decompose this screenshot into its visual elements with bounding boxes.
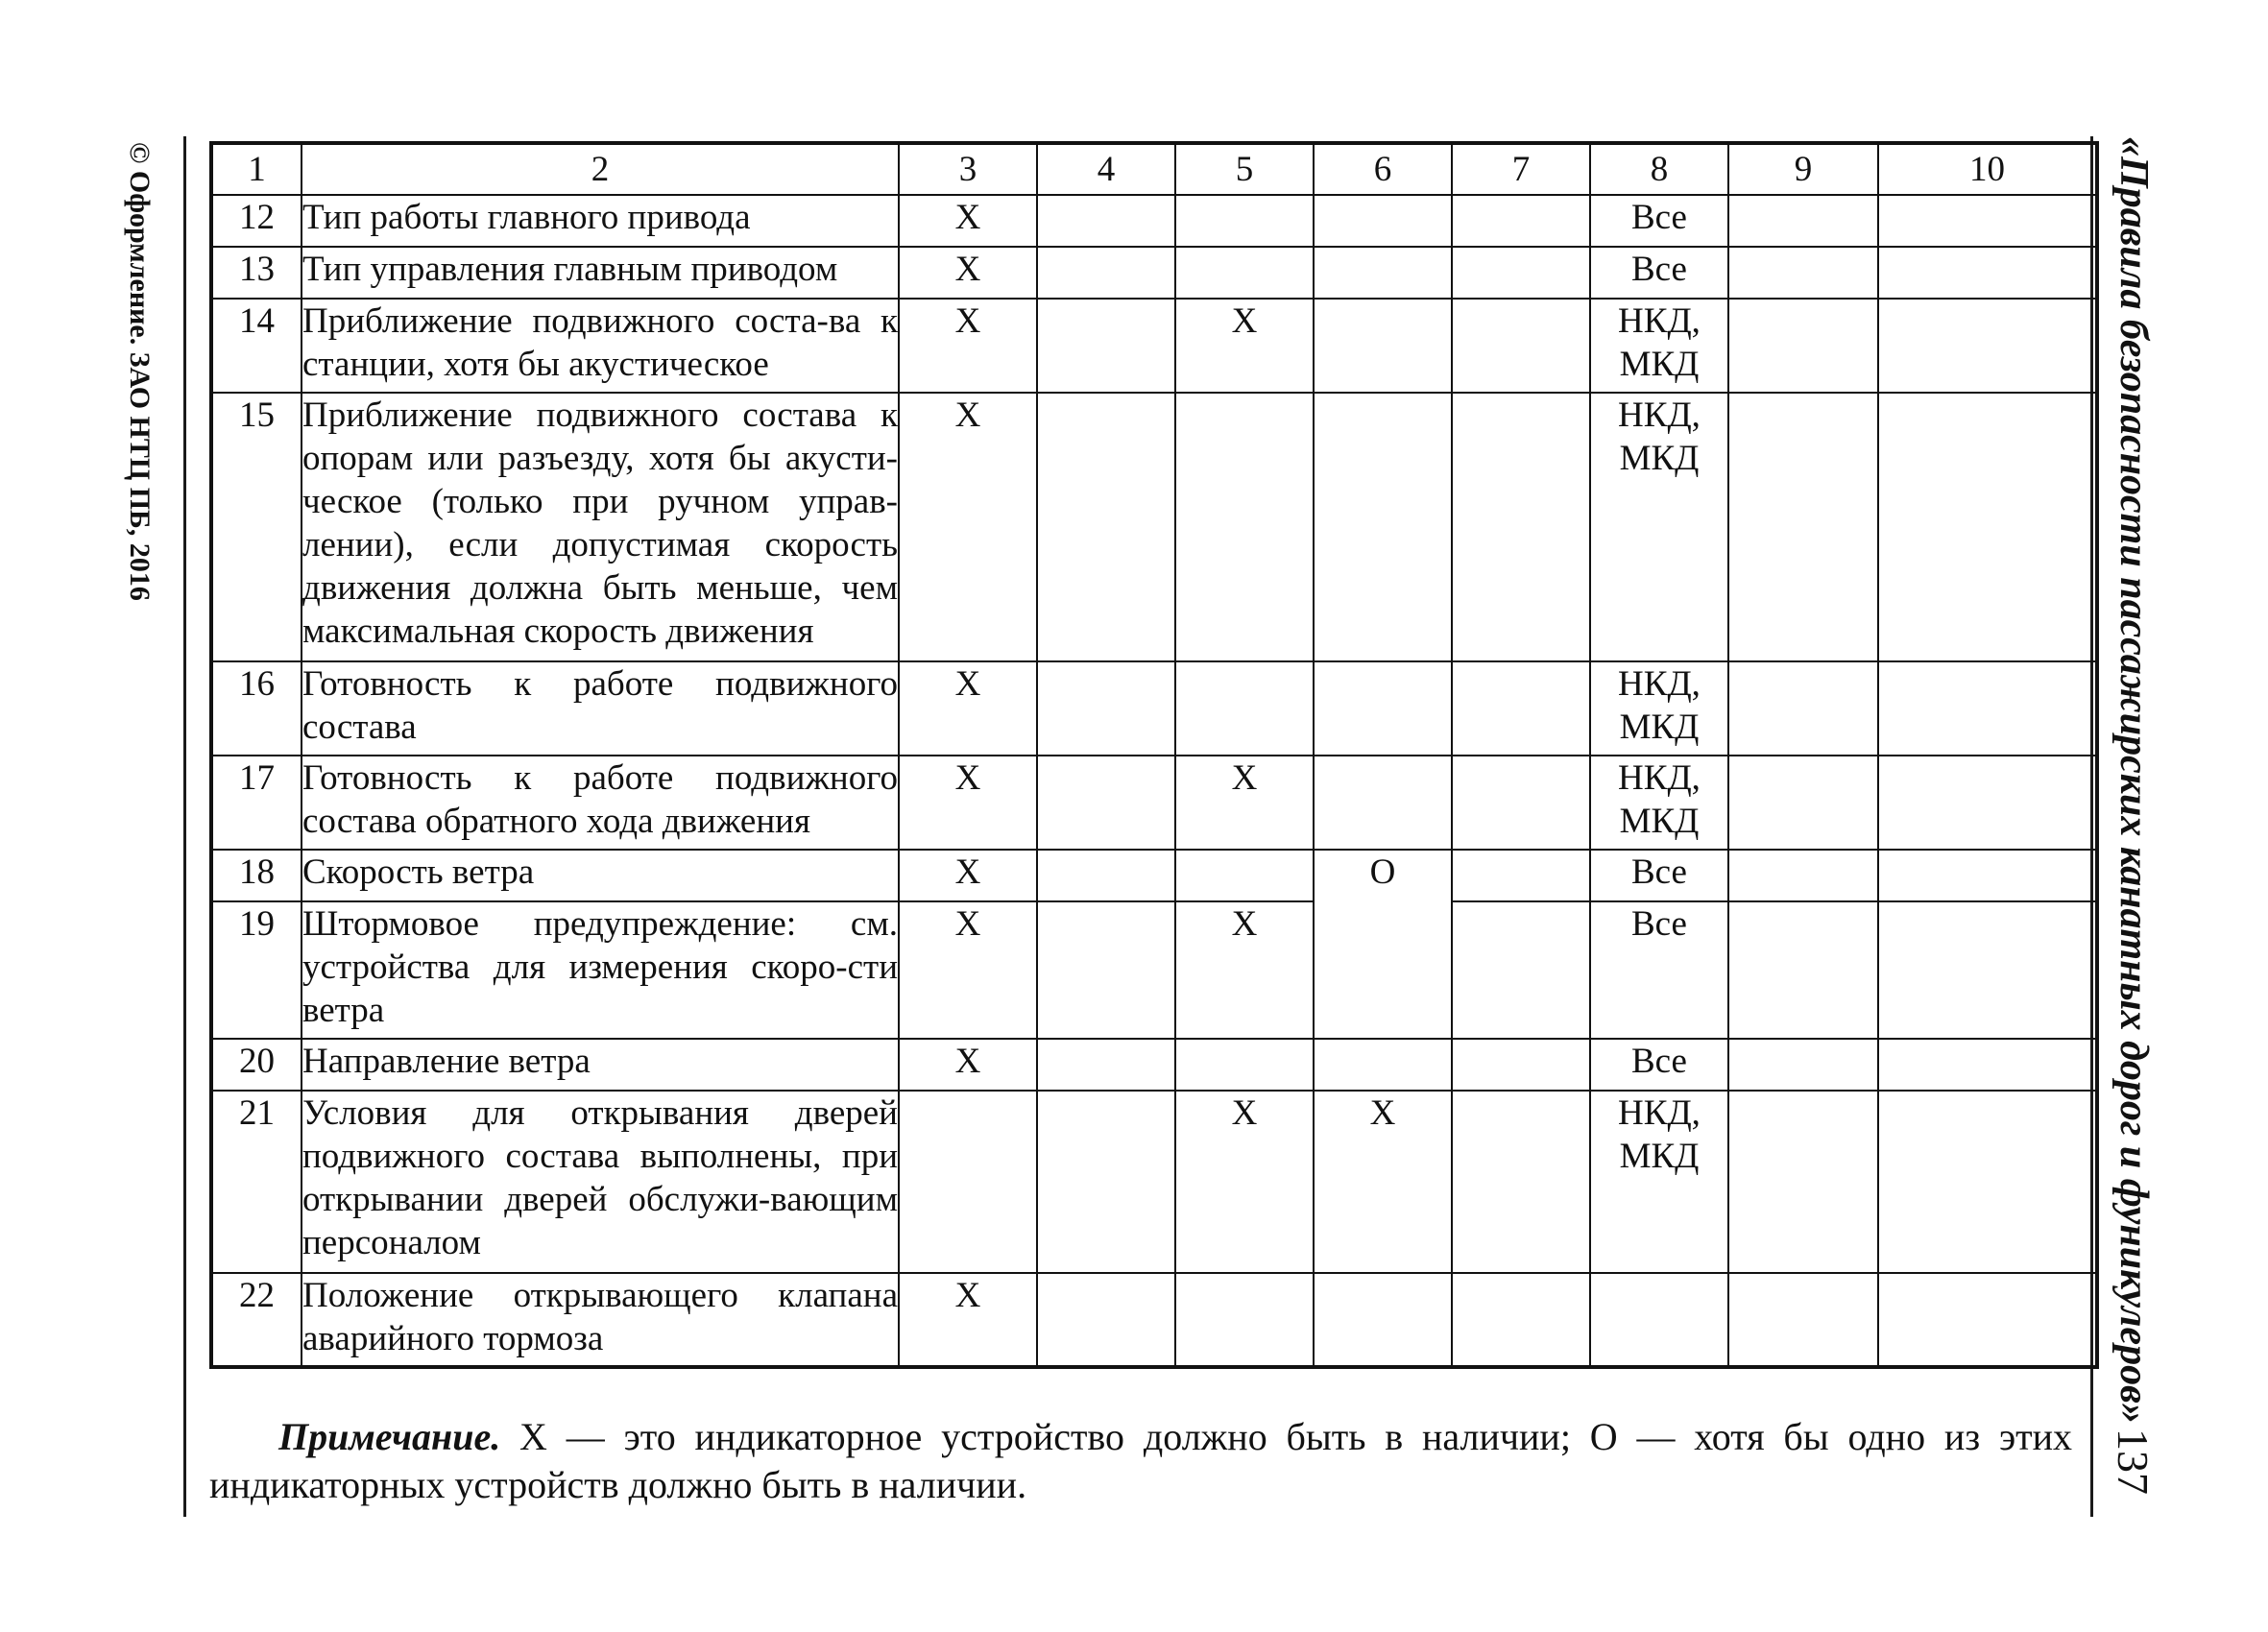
left-vertical-rule	[183, 136, 186, 1517]
row-number: 19	[211, 901, 302, 1039]
mark-cell: X	[1175, 901, 1314, 1039]
empty-cell	[1452, 1091, 1590, 1273]
running-title: «Правила безопасности пассажирских канатных дорог и фуникулеров»	[2111, 136, 2156, 1424]
table-row	[211, 901, 2097, 1039]
header-row	[211, 143, 2097, 195]
empty-cell	[1452, 299, 1590, 393]
empty-cell	[1728, 1273, 1878, 1367]
empty-cell	[1878, 850, 2097, 901]
mark-cell	[1314, 195, 1452, 247]
empty-cell	[1878, 1039, 2097, 1091]
table-row	[211, 1273, 2097, 1367]
scope-cell: Все	[1590, 195, 1728, 247]
empty-cell	[1728, 661, 1878, 756]
empty-cell	[1878, 247, 2097, 299]
mark-cell: X	[899, 850, 1037, 901]
mark-cell	[1314, 756, 1452, 850]
mark-cell	[1175, 1273, 1314, 1367]
empty-cell	[1728, 850, 1878, 901]
empty-cell	[1878, 901, 2097, 1039]
scope-cell: НКД, МКД	[1590, 1091, 1728, 1273]
row-number: 20	[211, 1039, 302, 1091]
empty-cell	[1037, 247, 1175, 299]
row-number: 18	[211, 850, 302, 901]
mark-cell: O	[1314, 850, 1452, 1039]
empty-cell	[1878, 661, 2097, 756]
mark-cell	[1314, 247, 1452, 299]
scope-cell: Все	[1590, 247, 1728, 299]
mark-cell: X	[899, 1039, 1037, 1091]
empty-cell	[1037, 299, 1175, 393]
mark-cell: X	[899, 195, 1037, 247]
header-cell: 3	[899, 143, 1037, 195]
row-number: 16	[211, 661, 302, 756]
mark-cell: X	[899, 901, 1037, 1039]
empty-cell	[1037, 1039, 1175, 1091]
table-note	[209, 1413, 2072, 1509]
empty-cell	[1728, 1039, 1878, 1091]
header-cell: 1	[211, 143, 302, 195]
empty-cell	[1452, 1273, 1590, 1367]
mark-cell	[1314, 299, 1452, 393]
empty-cell	[1452, 850, 1590, 901]
table-row	[211, 195, 2097, 247]
header-cell: 8	[1590, 143, 1728, 195]
table-row	[211, 299, 2097, 393]
empty-cell	[1037, 661, 1175, 756]
empty-cell	[1037, 901, 1175, 1039]
empty-cell	[1878, 299, 2097, 393]
table-row	[211, 1039, 2097, 1091]
empty-cell	[1878, 393, 2097, 661]
header-cell: 10	[1878, 143, 2097, 195]
header-cell: 5	[1175, 143, 1314, 195]
indicator-table	[209, 141, 2099, 1369]
scope-cell: НКД, МКД	[1590, 661, 1728, 756]
empty-cell	[1452, 1039, 1590, 1091]
table-row	[211, 661, 2097, 756]
mark-cell	[1175, 195, 1314, 247]
mark-cell: X	[899, 393, 1037, 661]
mark-cell	[1175, 393, 1314, 661]
empty-cell	[1037, 1091, 1175, 1273]
mark-cell: X	[1175, 299, 1314, 393]
mark-cell	[1314, 661, 1452, 756]
empty-cell	[1728, 1091, 1878, 1273]
empty-cell	[1037, 850, 1175, 901]
table-row	[211, 850, 2097, 901]
mark-cell: X	[899, 247, 1037, 299]
note-label: Примечание.	[278, 1415, 501, 1458]
empty-cell	[1878, 195, 2097, 247]
scope-cell	[1590, 1273, 1728, 1367]
scope-cell: Все	[1590, 850, 1728, 901]
empty-cell	[1452, 393, 1590, 661]
empty-cell	[1878, 1091, 2097, 1273]
row-description: Готовность к работе подвижного состава обратного хода движения	[302, 756, 899, 850]
mark-cell	[1175, 247, 1314, 299]
row-description: Скорость ветра	[302, 850, 899, 901]
mark-cell: X	[899, 756, 1037, 850]
empty-cell	[1037, 756, 1175, 850]
mark-cell	[899, 1091, 1037, 1273]
empty-cell	[1878, 756, 2097, 850]
scope-cell: НКД, МКД	[1590, 756, 1728, 850]
row-description: Тип управления главным приводом	[302, 247, 899, 299]
header-cell: 2	[302, 143, 899, 195]
scope-cell: НКД, МКД	[1590, 299, 1728, 393]
empty-cell	[1452, 661, 1590, 756]
empty-cell	[1452, 195, 1590, 247]
row-description: Штормовое предупреждение: см. устройства для измерения скоро-сти ветра	[302, 901, 899, 1039]
mark-cell: X	[1175, 1091, 1314, 1273]
header-cell: 7	[1452, 143, 1590, 195]
mark-cell: X	[899, 1273, 1037, 1367]
note-text: X — это индикаторное устройство должно быть в наличии; O — хотя бы одно из этих индикаторных устройств должно быть в наличии.	[209, 1415, 2072, 1506]
mark-cell: X	[899, 299, 1037, 393]
mark-cell: X	[1175, 756, 1314, 850]
empty-cell	[1452, 901, 1590, 1039]
empty-cell	[1037, 393, 1175, 661]
row-number: 17	[211, 756, 302, 850]
mark-cell	[1314, 393, 1452, 661]
page-number: 137	[2109, 1428, 2158, 1495]
empty-cell	[1037, 1273, 1175, 1367]
mark-cell	[1175, 850, 1314, 901]
empty-cell	[1728, 756, 1878, 850]
row-description: Приближение подвижного состава к опорам или разъезду, хотя бы акусти-ческое (только при ручном управ-лении), если допустимая скорость движения должна быть меньше, чем максимальная скорость движения	[302, 393, 899, 661]
table-row	[211, 1091, 2097, 1273]
row-number: 12	[211, 195, 302, 247]
mark-cell	[1175, 661, 1314, 756]
scope-cell: Все	[1590, 901, 1728, 1039]
empty-cell	[1728, 393, 1878, 661]
table-row	[211, 756, 2097, 850]
mark-cell	[1175, 1039, 1314, 1091]
row-number: 22	[211, 1273, 302, 1367]
row-description: Условия для открывания дверей подвижного состава выполнены, при открывании дверей обслужи-вающим персоналом	[302, 1091, 899, 1273]
copyright-text: © Оформление. ЗАО НТЦ ПБ, 2016	[124, 142, 156, 601]
mark-cell: X	[899, 661, 1037, 756]
row-number: 15	[211, 393, 302, 661]
empty-cell	[1728, 195, 1878, 247]
mark-cell: X	[1314, 1091, 1452, 1273]
mark-cell	[1314, 1273, 1452, 1367]
header-cell: 4	[1037, 143, 1175, 195]
row-description: Готовность к работе подвижного состава	[302, 661, 899, 756]
empty-cell	[1728, 299, 1878, 393]
table-row	[211, 393, 2097, 661]
scope-cell: НКД, МКД	[1590, 393, 1728, 661]
empty-cell	[1037, 195, 1175, 247]
empty-cell	[1452, 756, 1590, 850]
row-number: 13	[211, 247, 302, 299]
table-row	[211, 247, 2097, 299]
header-cell: 6	[1314, 143, 1452, 195]
row-description: Направление ветра	[302, 1039, 899, 1091]
row-number: 21	[211, 1091, 302, 1273]
row-description: Тип работы главного привода	[302, 195, 899, 247]
row-description: Приближение подвижного соста-ва к станции, хотя бы акустическое	[302, 299, 899, 393]
empty-cell	[1728, 901, 1878, 1039]
mark-cell	[1314, 1039, 1452, 1091]
empty-cell	[1728, 247, 1878, 299]
scope-cell: Все	[1590, 1039, 1728, 1091]
row-number: 14	[211, 299, 302, 393]
empty-cell	[1452, 247, 1590, 299]
header-cell: 9	[1728, 143, 1878, 195]
empty-cell	[1878, 1273, 2097, 1367]
row-description: Положение открывающего клапана аварийного тормоза	[302, 1273, 899, 1367]
